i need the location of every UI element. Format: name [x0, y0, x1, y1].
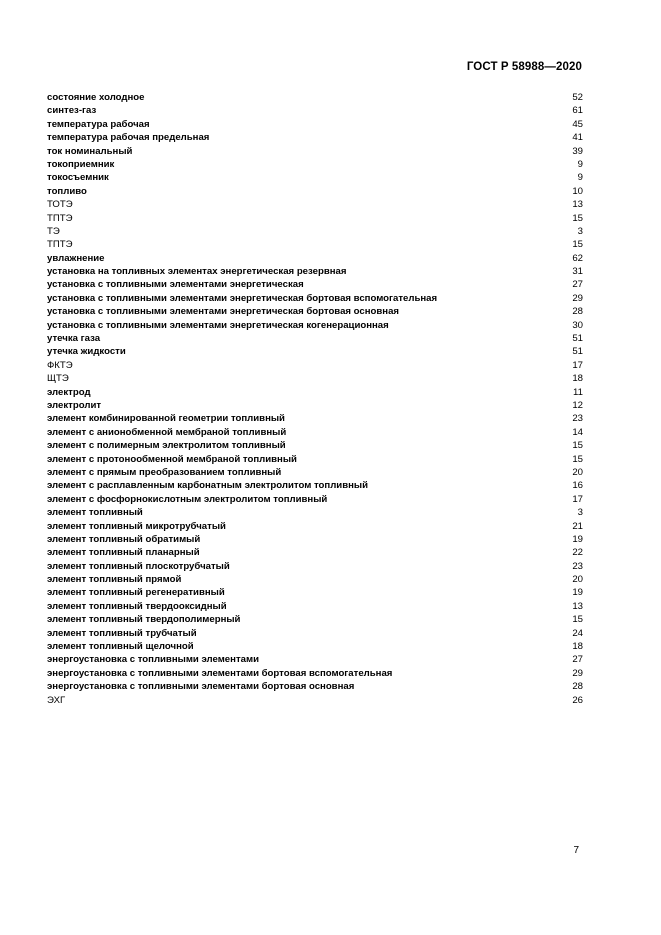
index-entry [47, 372, 583, 385]
index-entry [47, 533, 583, 546]
index-entry [47, 560, 583, 573]
index-entry [47, 212, 583, 225]
index-term: ТОТЭ [47, 199, 73, 211]
index-page-ref: 13 [572, 199, 583, 211]
index-entry [47, 653, 583, 666]
index-term: энергоустановка с топливными элементами бортовая основная [47, 681, 355, 693]
index-page-ref: 16 [572, 480, 583, 492]
index-term: элемент топливный регенеративный [47, 587, 225, 599]
index-entry [47, 466, 583, 479]
index-page-ref: 13 [572, 600, 583, 612]
index-entry [47, 278, 583, 291]
index-page-ref: 15 [572, 239, 583, 251]
index-page-ref: 20 [572, 466, 583, 478]
index-page-ref: 61 [572, 105, 583, 117]
index-page-ref: 3 [577, 225, 583, 237]
index-entry [47, 265, 583, 278]
index-page-ref: 11 [573, 386, 583, 398]
index-page-ref: 18 [572, 641, 583, 653]
index-page-ref: 17 [572, 493, 583, 505]
index-entry [47, 386, 583, 399]
index-page-ref: 22 [572, 547, 583, 559]
index-page-ref: 18 [572, 373, 583, 385]
index-page-ref: 26 [572, 694, 583, 706]
index-page-ref: 23 [572, 413, 583, 425]
index-term: элемент топливный микротрубчатый [47, 520, 226, 532]
index-entry [47, 198, 583, 211]
index-term: электрод [47, 386, 91, 398]
index-entry [47, 426, 583, 439]
index-entry [47, 118, 583, 131]
index-page-ref: 15 [572, 212, 583, 224]
index-term: элемент топливный прямой [47, 574, 182, 586]
index-page-ref: 19 [572, 587, 583, 599]
index-term: элемент с протонообменной мембраной топливный [47, 453, 297, 465]
index-entry [47, 453, 583, 466]
index-entry [47, 359, 583, 372]
index-term: ТЭ [47, 225, 60, 237]
index-entry [47, 640, 583, 653]
index-entry [47, 171, 583, 184]
index-entry [47, 667, 583, 680]
index-term: ТПТЭ [47, 239, 73, 251]
index-term: элемент топливный планарный [47, 547, 200, 559]
index-page-ref: 24 [572, 627, 583, 639]
index-page-ref: 15 [572, 440, 583, 452]
index-page-ref: 31 [572, 266, 583, 278]
index-entry [47, 145, 583, 158]
index-term: элемент топливный щелочной [47, 641, 194, 653]
index-page-ref: 28 [572, 306, 583, 318]
index-entry [47, 91, 583, 104]
index-page-ref: 27 [572, 654, 583, 666]
index-entry [47, 131, 583, 144]
index-term: элемент топливный твердополимерный [47, 614, 241, 626]
index-entry [47, 319, 583, 332]
index-page-ref: 15 [572, 453, 583, 465]
index-entry [47, 252, 583, 265]
index-page-ref: 27 [572, 279, 583, 291]
index-page-ref: 30 [572, 319, 583, 331]
index-term: утечка газа [47, 333, 101, 345]
index-entry [47, 520, 583, 533]
index-term: синтез-газ [47, 105, 97, 117]
index-entry [47, 185, 583, 198]
index-term: элемент с фосфорнокислотным электролитом топливный [47, 493, 328, 505]
index-entry [47, 546, 583, 559]
index-term: элемент топливный трубчатый [47, 627, 197, 639]
index-entry [47, 600, 583, 613]
index-page-ref: 14 [572, 426, 583, 438]
index-term: установка на топливных элементах энергетическая резервная [47, 266, 347, 278]
index-entry [47, 345, 583, 358]
index-entry [47, 613, 583, 626]
index-page-ref: 51 [572, 346, 583, 358]
index-page-ref: 23 [572, 560, 583, 572]
index-entry [47, 573, 583, 586]
index-page-ref: 29 [572, 667, 583, 679]
index-page-ref: 9 [577, 158, 583, 170]
index-page-ref: 15 [572, 614, 583, 626]
index-page-ref: 52 [572, 92, 583, 103]
index-entry [47, 292, 583, 305]
index-entry [47, 506, 583, 519]
index-term: ТПТЭ [47, 212, 73, 224]
index-page-ref: 20 [572, 574, 583, 586]
index-page-ref: 41 [572, 132, 583, 144]
index-term: установка с топливными элементами энергетическая [47, 279, 304, 291]
index-entry [47, 305, 583, 318]
index-term: элемент с полимерным электролитом топливный [47, 440, 286, 452]
index-term: ток номинальный [47, 145, 133, 157]
index-term: топливо [47, 185, 87, 197]
index-term: токосъемник [47, 172, 109, 184]
index-term: ФКТЭ [47, 359, 73, 371]
index-term: элемент топливный [47, 507, 143, 519]
index-term: установка с топливными элементами энергетическая бортовая основная [47, 306, 400, 318]
index-page-ref: 21 [572, 520, 583, 532]
index-page-ref: 62 [572, 252, 583, 264]
index-page-ref: 9 [577, 172, 583, 184]
index-entry [47, 586, 583, 599]
index-term: электролит [47, 399, 102, 411]
index-page-ref: 29 [572, 292, 583, 304]
index-term: утечка жидкости [47, 346, 126, 358]
index-page-ref: 45 [572, 118, 583, 130]
index-term: элемент с прямым преобразованием топливный [47, 466, 282, 478]
index-entry [47, 680, 583, 693]
index-term: элемент топливный твердооксидный [47, 600, 227, 612]
index-entry [47, 238, 583, 251]
index-entry [47, 627, 583, 640]
index-page-ref: 17 [572, 359, 583, 371]
index-page-ref: 28 [572, 681, 583, 693]
index-term: установка с топливными элементами энергетическая когенерационная [47, 319, 389, 331]
index-term: установка с топливными элементами энергетическая бортовая вспомогательная [47, 292, 438, 304]
index-term: температура рабочая [47, 118, 150, 130]
index-entry [47, 225, 583, 238]
index-term: элемент топливный обратимый [47, 533, 201, 545]
index-entry [47, 399, 583, 412]
index-term: элемент с расплавленным карбонатным электролитом топливный [47, 480, 368, 492]
index-page-ref: 3 [577, 507, 583, 519]
index-term: элемент топливный плоскотрубчатый [47, 560, 230, 572]
index-entry [47, 412, 583, 425]
index-term: температура рабочая предельная [47, 132, 210, 144]
index-page-ref: 19 [572, 533, 583, 545]
index-entry [47, 332, 583, 345]
index-entry [47, 439, 583, 452]
index-page-ref: 51 [572, 333, 583, 345]
standard-code-header: ГОСТ Р 58988—2020 [466, 61, 582, 73]
index-entry [47, 104, 583, 117]
index-term: энергоустановка с топливными элементами [47, 654, 259, 666]
index-entry [47, 158, 583, 171]
index-entry [47, 479, 583, 492]
index-term: элемент с анионобменной мембраной топливный [47, 426, 287, 438]
page-number: 7 [573, 845, 579, 856]
index-entry [47, 694, 583, 707]
index-page-ref: 10 [572, 185, 583, 197]
index-term: энергоустановка с топливными элементами бортовая вспомогательная [47, 667, 393, 679]
term-index-list [47, 91, 583, 707]
index-term: токоприемник [47, 158, 115, 170]
index-term: элемент комбинированной геометрии топливный [47, 413, 285, 425]
index-term: ЭХГ [47, 694, 66, 706]
index-term: состояние холодное [47, 92, 145, 103]
index-page-ref: 12 [572, 399, 583, 411]
index-term: увлажнение [47, 252, 105, 264]
index-term: ЩТЭ [47, 373, 69, 385]
index-page-ref: 39 [572, 145, 583, 157]
index-entry [47, 493, 583, 506]
